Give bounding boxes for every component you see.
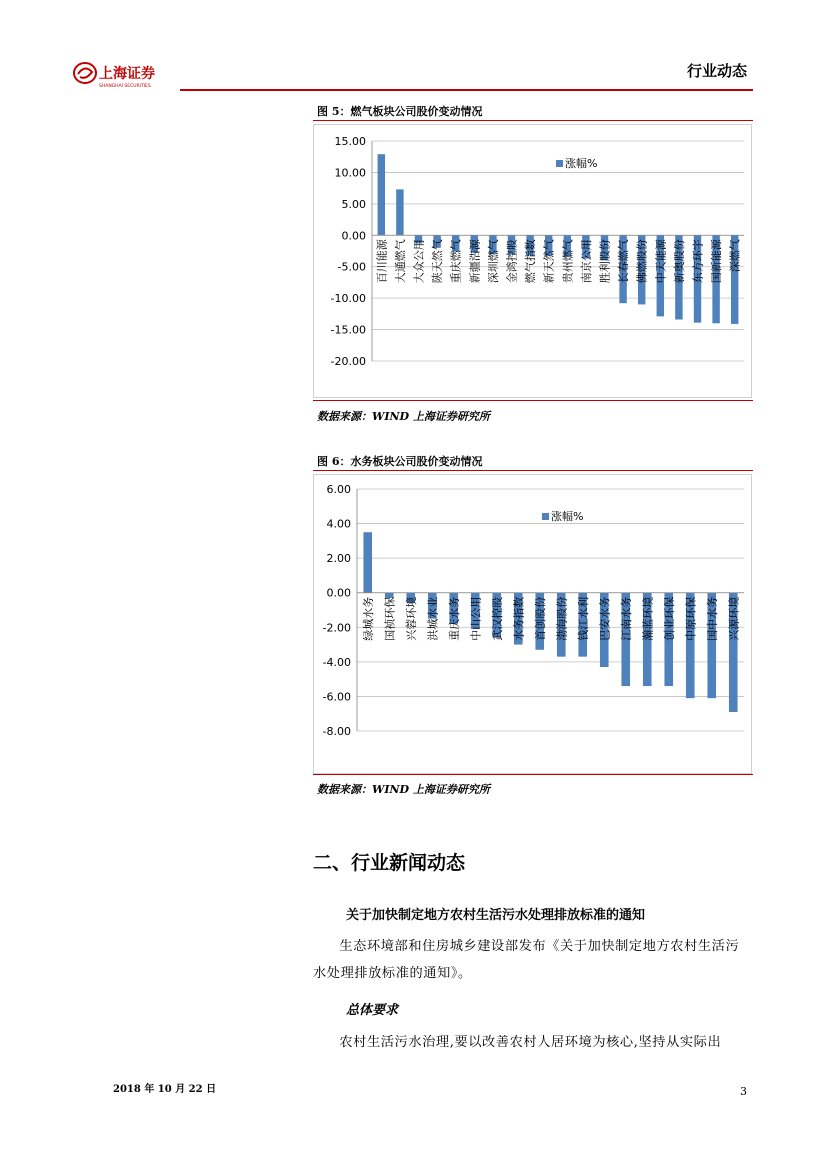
bar xyxy=(396,189,403,235)
x-category-label: 南京公用 xyxy=(579,239,593,284)
x-category-label: 燃气指数 xyxy=(524,239,538,284)
x-category-label: 江南水务 xyxy=(619,596,633,641)
requirements-paragraph: 农村生活污水治理,要以改善农村人居环境为核心,坚持从实际出 xyxy=(339,1035,722,1050)
figure-6-source: 数据来源：WIND 上海证券研究所 xyxy=(317,783,490,796)
legend-swatch xyxy=(542,513,549,520)
x-category-label: 长春燃气 xyxy=(617,239,631,284)
figure-5-title: 图 5：燃气板块公司股价变动情况 xyxy=(317,105,483,118)
x-category-label: 创业环保 xyxy=(662,596,676,641)
subhead-general-requirements: 总体要求 xyxy=(346,1003,399,1018)
x-category-label: 武汉控股 xyxy=(490,596,504,641)
y-tick-label: -6.00 xyxy=(322,690,351,704)
page-number: 3 xyxy=(740,1085,747,1098)
x-category-label: 百川能源 xyxy=(375,239,389,284)
x-category-label: 国祯环保 xyxy=(383,596,397,641)
x-category-label: 中天能源 xyxy=(654,239,668,284)
x-category-label: 深燃气 xyxy=(728,239,742,273)
x-category-label: 新疆浩源 xyxy=(468,239,482,284)
figure-6-bottom-line xyxy=(313,774,753,775)
x-category-label: 深圳燃气 xyxy=(486,239,500,284)
y-tick-label: -2.00 xyxy=(322,621,351,635)
y-tick-label: -10.00 xyxy=(330,292,366,306)
x-category-label: 大众公用 xyxy=(412,239,426,284)
x-category-label: 佛燃股份 xyxy=(635,239,649,284)
y-tick-label: -5.00 xyxy=(337,260,366,274)
x-category-label: 兴蓉环境 xyxy=(404,596,418,641)
x-category-label: 水务指数 xyxy=(512,596,526,641)
x-category-label: 陕天然气 xyxy=(431,239,445,284)
y-tick-label: -15.00 xyxy=(330,323,366,337)
news-title: 关于加快制定地方农村生活污水处理排放标准的通知 xyxy=(346,908,646,923)
x-category-label: 国新能源 xyxy=(710,239,724,284)
x-category-label: 胜利股份 xyxy=(598,239,612,284)
footer-date: 2018 年 10 月 22 日 xyxy=(113,1084,217,1095)
x-category-label: 东方环宇 xyxy=(691,239,705,284)
y-tick-label: 0.00 xyxy=(326,586,351,600)
legend-label: 涨幅% xyxy=(551,510,584,523)
header-title: 行业动态 xyxy=(686,62,747,80)
x-category-label: 首创股份 xyxy=(533,596,547,641)
bar xyxy=(378,154,385,235)
bar xyxy=(363,532,372,593)
x-category-label: 绿城水务 xyxy=(361,596,375,641)
figure-5-bottom-line xyxy=(313,400,753,401)
x-category-label: 中原环保 xyxy=(684,596,698,641)
figure-5-chart-svg xyxy=(314,125,751,397)
x-category-label: 金鸿控股 xyxy=(505,239,519,284)
header-divider xyxy=(180,89,753,91)
y-tick-label: -4.00 xyxy=(322,655,351,669)
y-tick-label: 15.00 xyxy=(334,135,366,148)
y-tick-label: 4.00 xyxy=(326,517,351,531)
x-category-label: 重庆水务 xyxy=(447,596,461,641)
y-tick-label: 5.00 xyxy=(341,197,366,211)
y-tick-label: -20.00 xyxy=(330,355,366,368)
x-category-label: 瀚蓝环境 xyxy=(641,596,655,641)
x-category-label: 渤海股份 xyxy=(555,596,569,641)
logo-text: 上海证券 xyxy=(99,66,155,82)
x-category-label: 贵州燃气 xyxy=(561,239,575,284)
y-tick-label: 10.00 xyxy=(334,166,366,180)
legend-swatch xyxy=(556,160,563,167)
section-title: 二、行业新闻动态 xyxy=(313,852,466,874)
figure-5-chart xyxy=(313,124,752,398)
x-category-label: 重庆燃气 xyxy=(449,239,463,284)
news-paragraph: 生态环境部和住房城乡建设部发布《关于加快制定地方农村生活污水处理排放标准的通知》。 xyxy=(313,939,740,981)
company-logo xyxy=(72,60,182,90)
x-category-label: 新奥股份 xyxy=(672,239,686,284)
y-tick-label: 6.00 xyxy=(326,483,351,496)
legend-label: 涨幅% xyxy=(565,157,598,170)
x-category-label: 大通燃气 xyxy=(393,239,407,284)
logo-subtext: SHANGHAI SECURITIES xyxy=(99,84,151,89)
x-category-label: 国中水务 xyxy=(705,596,719,641)
x-category-label: 钱江水利 xyxy=(576,596,590,641)
x-category-label: 兴源环境 xyxy=(727,596,741,641)
figure-6-chart xyxy=(313,474,752,774)
figure-5-source: 数据来源：WIND 上海证券研究所 xyxy=(317,410,490,423)
x-category-label: 巴安水务 xyxy=(598,596,612,641)
y-tick-label: 0.00 xyxy=(341,229,366,243)
x-category-label: 新天然气 xyxy=(542,239,556,284)
figure-6-chart-svg xyxy=(314,475,751,773)
y-tick-label: 2.00 xyxy=(326,552,351,566)
x-category-label: 洪城水业 xyxy=(426,596,440,641)
figure-6-title: 图 6：水务板块公司股价变动情况 xyxy=(317,455,483,468)
figure-5-top-line xyxy=(313,120,753,121)
x-category-label: 中山公用 xyxy=(469,596,483,641)
y-tick-label: -8.00 xyxy=(322,725,351,738)
figure-6-top-line xyxy=(313,470,753,471)
